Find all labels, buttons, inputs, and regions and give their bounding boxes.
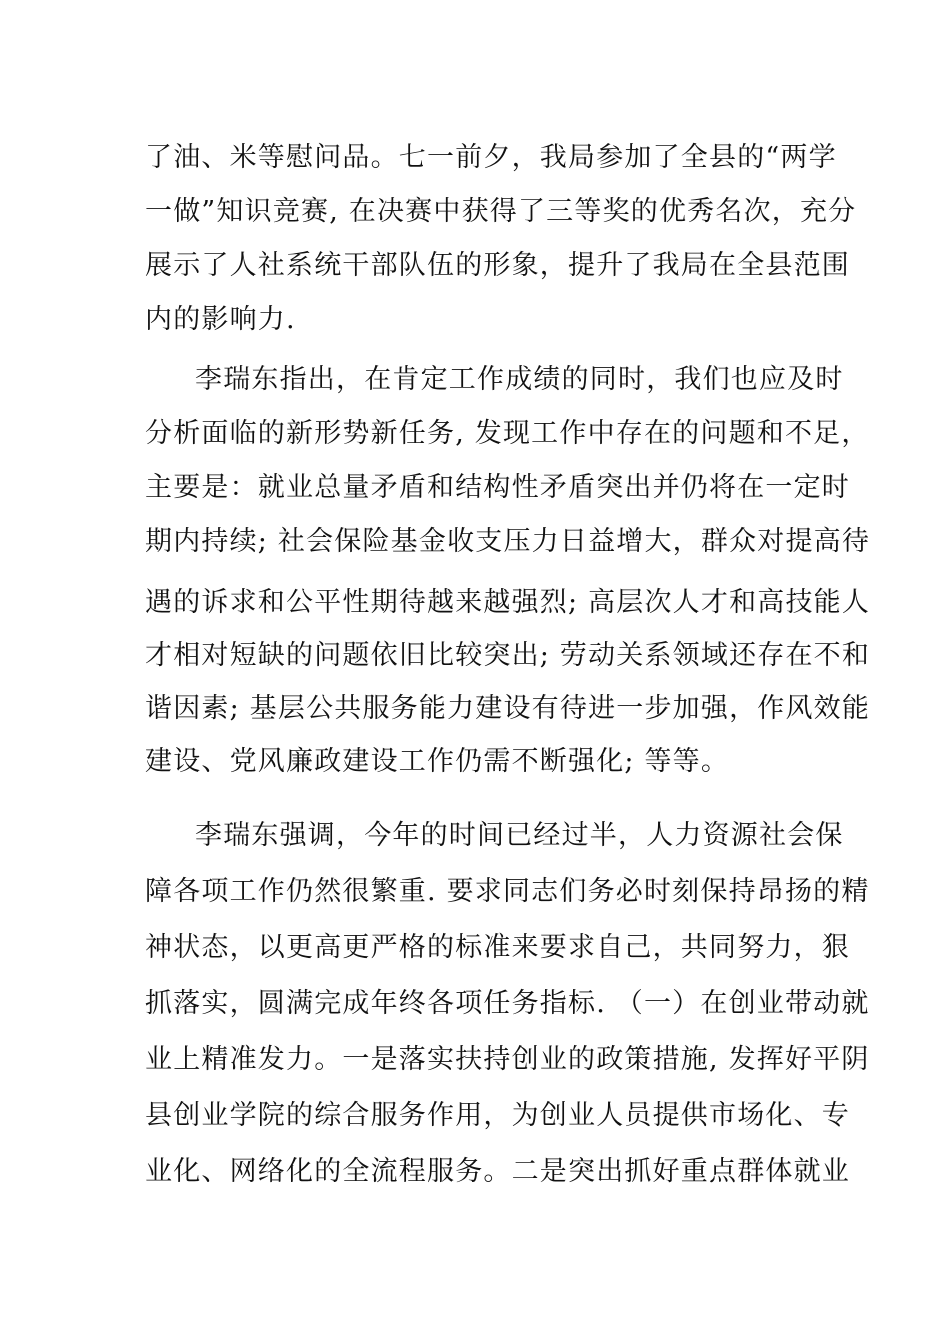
text-line: 分析面临的新形势新任务, 发现工作中存在的问题和不足，: [145, 418, 870, 449]
text-line: 县创业学院的综合服务作用，为创业人员提供市场化、专: [145, 1100, 850, 1131]
text-line: 了油、米等慰问品。七一前夕，我局参加了全县的“两学: [145, 142, 837, 173]
text-line: 业化、网络化的全流程服务。二是突出抓好重点群体就业: [145, 1156, 850, 1187]
text-line: 一做”知识竞赛, 在决赛中获得了三等奖的优秀名次，充分: [145, 196, 857, 227]
text-line: 内的影响力.: [145, 304, 296, 335]
text-line: 才相对短缺的问题依旧比较突出; 劳动关系领域还存在不和: [145, 640, 871, 671]
paragraph-first-line: 李瑞东强调，今年的时间已经过半，人力资源社会保: [195, 820, 844, 851]
text-line: 建设、党风廉政建设工作仍需不断强化; 等等。: [145, 746, 730, 777]
text-line: 神状态，以更高更严格的标准来要求自己，共同努力，狠: [145, 932, 850, 963]
text-line: 业上精准发力。一是落实扶持创业的政策措施, 发挥好平阴: [145, 1044, 870, 1075]
text-line: 主要是：就业总量矛盾和结构性矛盾突出并仍将在一定时: [145, 472, 850, 503]
text-line: 抓落实，圆满完成年终各项任务指标. （一）在创业带动就: [145, 988, 870, 1019]
text-line: 障各项工作仍然很繁重. 要求同志们务必时刻保持昂扬的精: [145, 876, 870, 907]
text-line: 谐因素; 基层公共服务能力建设有待进一步加强，作风效能: [145, 693, 871, 724]
text-line: 展示了人社系统干部队伍的形象，提升了我局在全县范围: [145, 250, 850, 281]
text-line: 遇的诉求和公平性期待越来越强烈; 高层次人才和高技能人: [145, 587, 871, 618]
paragraph-first-line: 李瑞东指出，在肯定工作成绩的同时，我们也应及时: [195, 364, 844, 395]
text-line: 期内持续; 社会保险基金收支压力日益增大，群众对提高待: [145, 526, 871, 557]
